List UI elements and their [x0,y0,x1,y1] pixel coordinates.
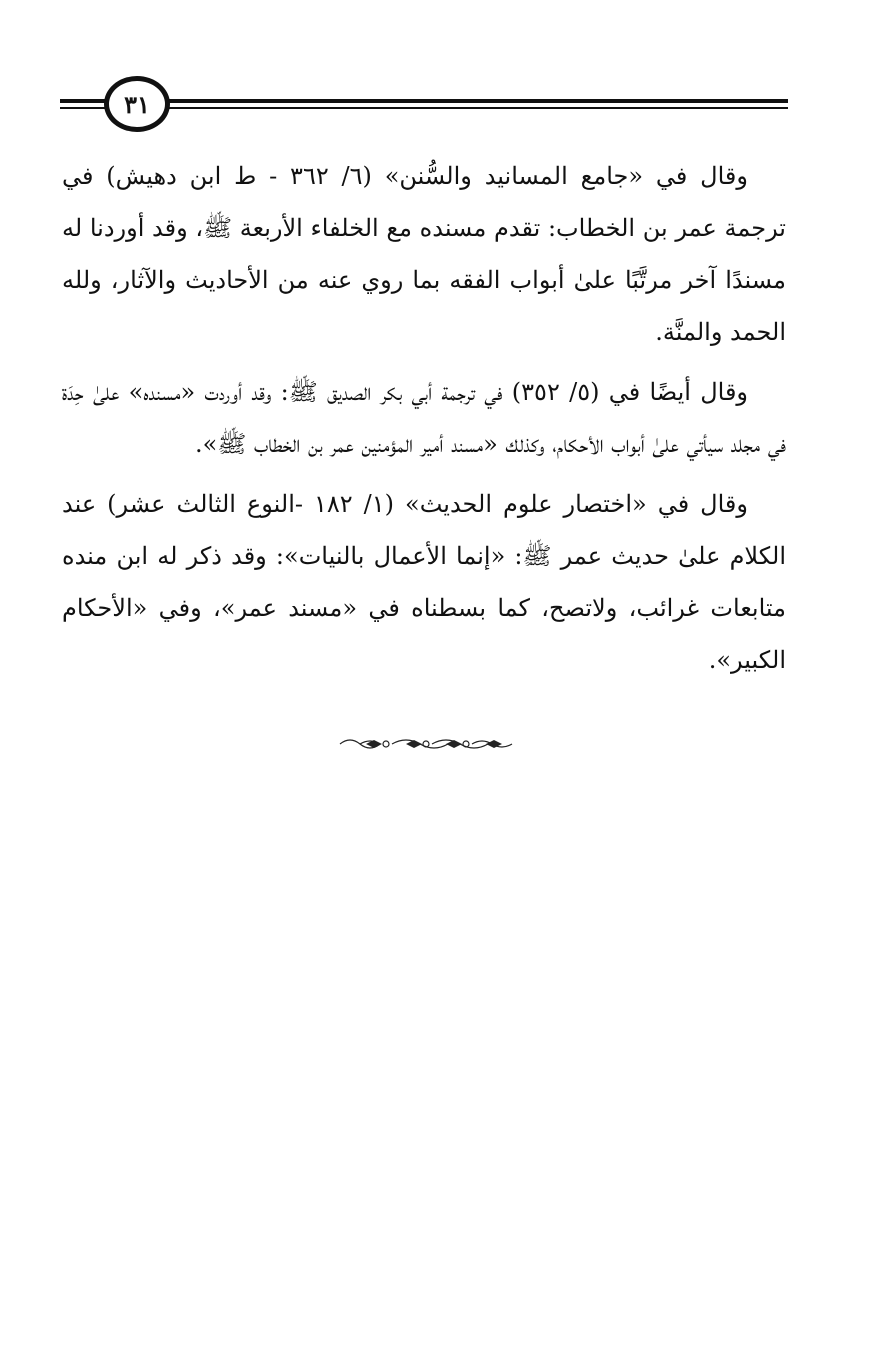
paragraph: وقال في «اختصار علوم الحديث» (١/ ١٨٢ -النوع الثالث عشر) عند الكلام علىٰ حديث عمر ﷺ: «إنما الأعمال بالنيات»: وقد ذكر له ابن منده متابعات غرائب، ولاتصح، كما بسطناه في «مسند عمر»، وفي «الأحكام الكبير». [62,490,786,674]
page-number: ٣١ [104,76,170,132]
paragraph: وقال أيضًا في (٥/ ٣٥٢) في ترجمة أبي بكر الصديق ﷺ: وقد أوردت «مسنده» علىٰ حِدَة في مجلد سيأتي علىٰ أبواب الأحكام، وكذلك «مسند أمير المؤمنين عمر بن الخطاب ﷺ». [62,378,786,458]
page-header [60,76,788,132]
page-body [62,150,786,694]
section-divider-ornament [336,734,516,754]
paragraph: وقال في «جامع المسانيد والسُّنن» (٦/ ٣٦٢ - ط ابن دهيش) في ترجمة عمر بن الخطاب: تقدم مسنده مع الخلفاء الأربعة ﷺ، وقد أوردنا له مسندًا آخر مرتَّبًا علىٰ أبواب الفقه بما روي عنه من الأحاديث والآثار، ولله الحمد والمنَّة. [62,162,786,346]
